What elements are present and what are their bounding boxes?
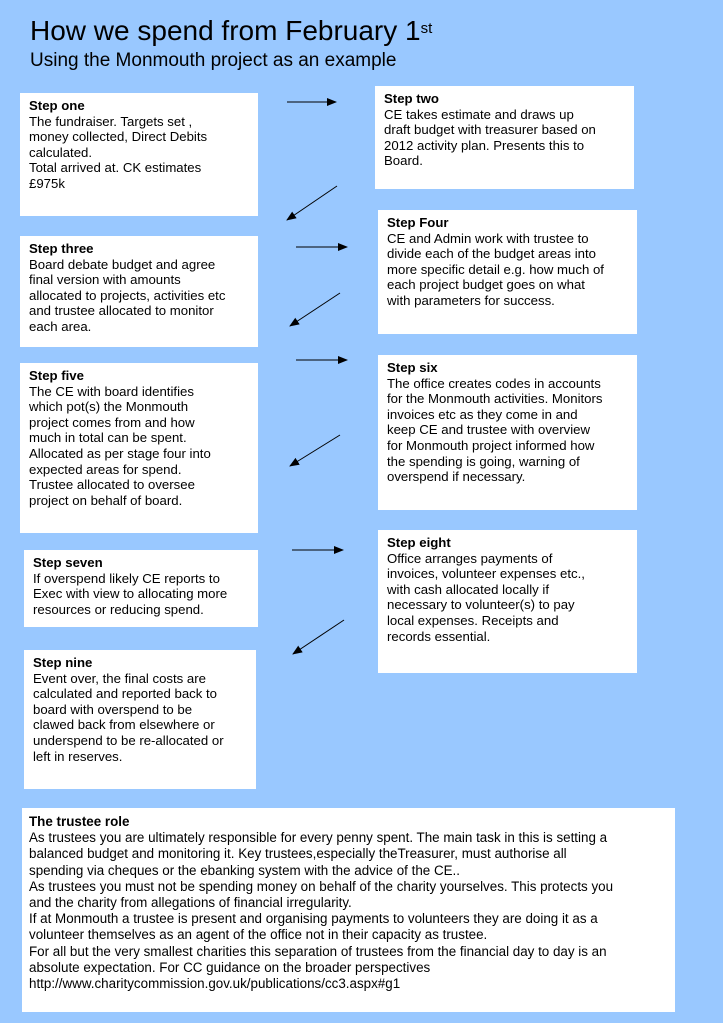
step-text: Event over, the final costs are calculated and reported back to board with overspend to be clawed back from elsewhere or underspend to be re-allocated or left in reserves. [33, 670, 224, 764]
arrow-step6-to-step7 [290, 435, 340, 466]
trustee-role-heading: The trustee role [29, 814, 130, 829]
arrow-step8-to-step9 [293, 620, 344, 654]
step-text: CE and Admin work with trustee to divide each of the budget areas into more specific detail e.g. how much of each project budget goes on what with parameters for success. [387, 230, 604, 308]
trustee-role-text: As trustees you are ultimately responsible for every penny spent. The main task in this is setting a balanced budget and monitoring it. Key trustees,especially theTreasurer, must authorise all spending via cheques or the ebanking system with the advice of the CE.. As trustees you must not be spending money on behalf of the charity yourselves. This protects you and the charity from allegations of financial irregularity. If at Monmouth a trustee is present and organising payments to volunteers they are doing it as a volunteer themselves as an agent of the office not in their capacity as trustee. For all but the very smallest charities this separation of trustees from the financial day to day is an absolute expectation. For CC guidance on the broader perspectives http://www.charitycommission.gov.uk/publications/cc3.aspx#g1 [29, 830, 614, 992]
step-text: The CE with board identifies which pot(s) the Monmouth project comes from and how much in total can be spent. Allocated as per stage four into expected areas for spend. Trustee allocated to oversee project on behalf of board. [29, 383, 211, 508]
step-heading: Step three [29, 241, 94, 256]
step-heading: Step six [387, 360, 438, 375]
arrow-step4-to-step5 [290, 293, 340, 326]
step-text: Office arranges payments of invoices, volunteer expenses etc., with cash allocated locally if necessary to volunteer(s) to pay local expenses. Receipts and records essential. [387, 550, 585, 644]
step-text: The fundraiser. Targets set , money collected, Direct Debits calculated. Total arrived at. CK estimates £975k [29, 113, 208, 191]
step-heading: Step five [29, 368, 84, 383]
step-heading: Step seven [33, 555, 103, 570]
step-heading: Step one [29, 98, 85, 113]
step-text: If overspend likely CE reports to Exec with view to allocating more resources or reducing spend. [33, 570, 228, 617]
page-title-text: How we spend from February 1 [30, 15, 421, 46]
step-heading: Step Four [387, 215, 449, 230]
step-heading: Step two [384, 91, 439, 106]
step-heading: Step eight [387, 535, 451, 550]
page-subtitle: Using the Monmouth project as an example [30, 50, 397, 71]
step-text: The office creates codes in accounts for the Monmouth activities. Monitors invoices etc as they come in and keep CE and trustee with overview for Monmouth project informed how the spending is going, warning of overspend if necessary. [387, 375, 603, 485]
arrow-step2-to-step3 [287, 186, 337, 220]
step-text: CE takes estimate and draws up draft budget with treasurer based on 2012 activity plan. Presents this to Board. [384, 106, 596, 169]
step-text: Board debate budget and agree final version with amounts allocated to projects, activities etc and trustee allocated to monitor each area. [29, 256, 226, 334]
step-heading: Step nine [33, 655, 93, 670]
page-title-superscript: st [420, 20, 433, 37]
